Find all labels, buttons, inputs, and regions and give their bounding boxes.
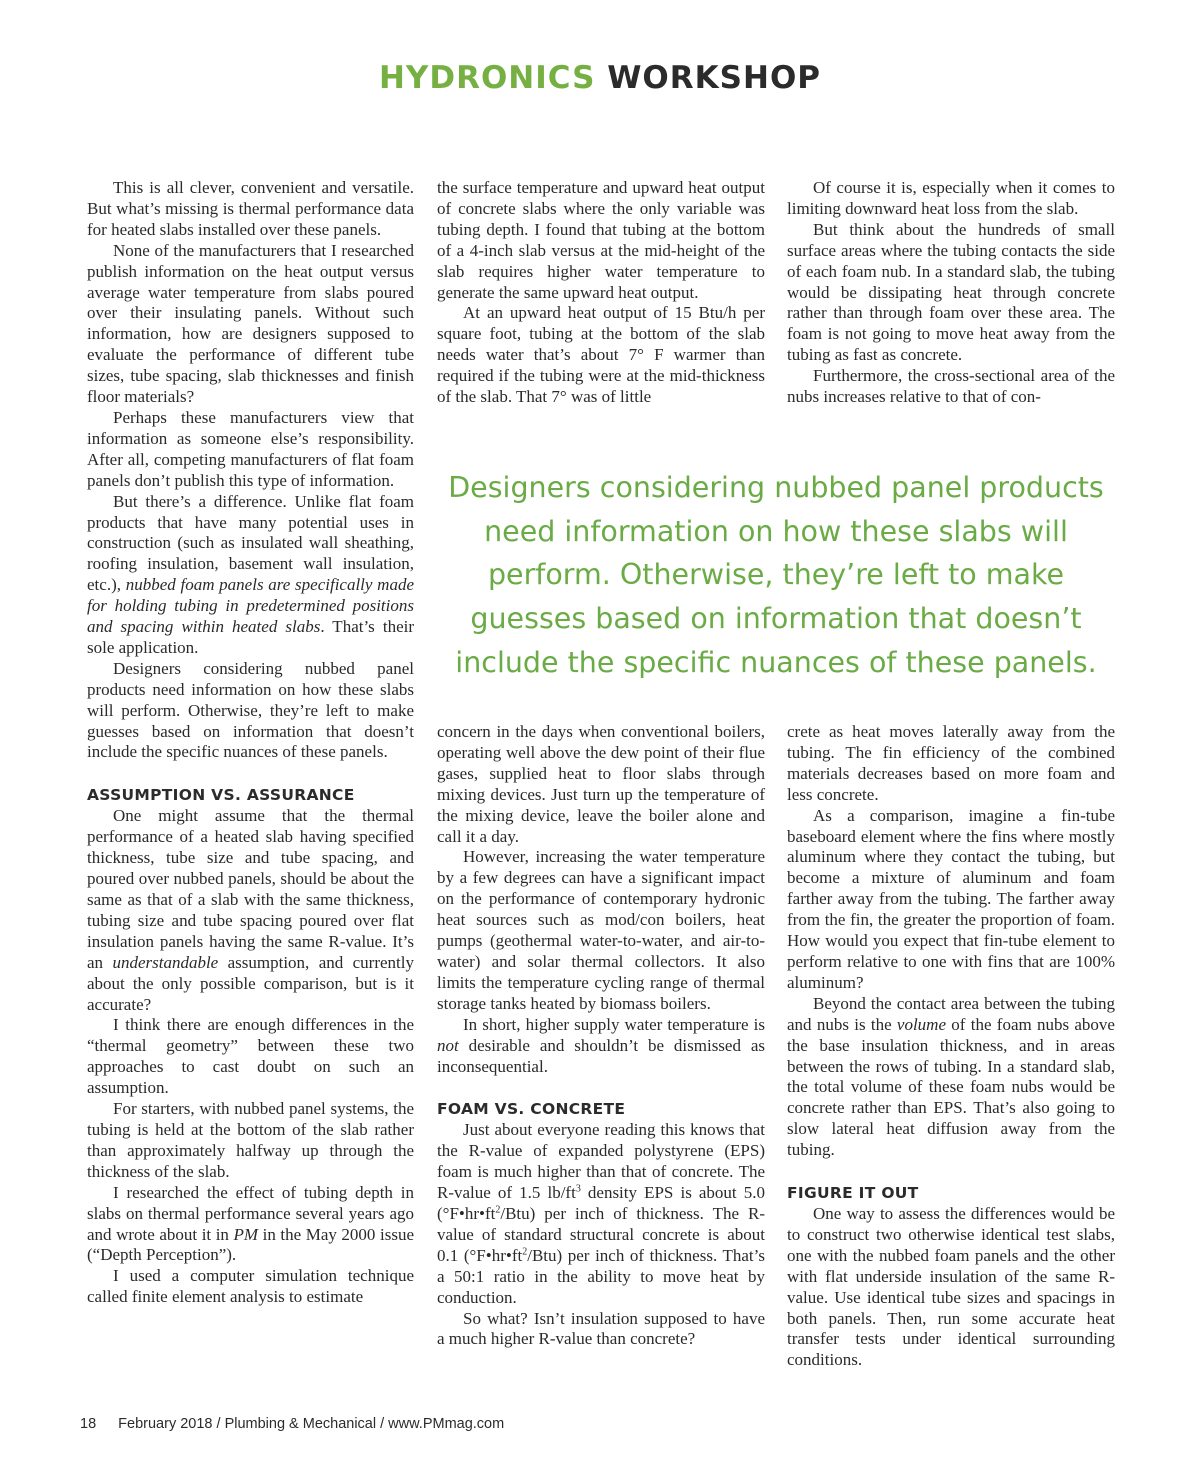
header-workshop: WORKSHOP [607, 60, 822, 96]
paragraph: Designers considering nubbed panel products need information on how these slabs will perform. Otherwise, they’re left to make guesses based on information that doesn’t include the specific nuances of these panels. [87, 658, 414, 762]
pull-quote-line: Designers considering nubbed panel products [448, 471, 1104, 504]
paragraph: This is all clever, convenient and versatile. But what’s missing is thermal performance data for heated slabs installed over these panels. [87, 178, 414, 239]
paragraph: As a comparison, imagine a fin-tube baseboard element where the fins where mostly aluminum where they contact the tubing, but become a mixture of aluminum and foam farther away from the tubing. The farther away from the fin, the greater the proportion of foam. How would you expect that fin-tube element to perform relative to one with fins that are 100% aluminum? [787, 805, 1115, 992]
subheading-figure: FIGURE IT OUT [787, 1184, 919, 1203]
column-middle-bottom [437, 722, 765, 1350]
column-left [87, 178, 414, 1308]
paragraph: But think about the hundreds of small surface areas where the tubing contacts the side of each foam nub. In a standard slab, the tubing would be dissipating heat through concrete rather than through foam over these area. The foam is not going to move heat away from the tubing as fast as concrete. [787, 219, 1115, 365]
paragraph: At an upward heat output of 15 Btu/h per square foot, tubing at the bottom of the slab needs water that’s about 7° F warmer than required if the tubing were at the mid-thickness of the slab. That 7° was of little [437, 303, 765, 407]
paragraph: One might assume that the thermal performance of a heated slab having specified thickness, tube size and tube spacing, and poured over nubbed panels, should be about the same as that of a slab with the same thickness, tubing size and tube spacing poured over flat insulation panels having the same R-value. It’s an understandable assumption, and currently about the only possible comparison, but is it accurate? [87, 806, 414, 1014]
paragraph: However, increasing the water temperature by a few degrees can have a significant impact on the performance of contemporary hydronic heat sources such as mod/con boilers, heat pumps (geothermal water-to-water, and air-to-water) and solar thermal collectors. It also limits the temperature cycling range of thermal storage tanks heated by biomass boilers. [437, 847, 765, 1013]
paragraph: But there’s a difference. Unlike flat foam products that have many potential uses in construction (such as insulated wall sheathing, roofing insulation, basement wall insulation, etc.), nubbed foam panels are specifically made for holding tubing in predetermined positions and spacing within heated slabs. That’s their sole application. [87, 491, 414, 657]
paragraph: For starters, with nubbed panel systems, the tubing is held at the bottom of the slab rather than approximately halfway up through the thickness of the slab. [87, 1099, 414, 1181]
paragraph: Perhaps these manufacturers view that information as someone else’s responsibility. After all, competing manufacturers of flat foam panels don’t publish this type of information. [87, 407, 414, 490]
header-hydronics: HYDRONICS [378, 60, 596, 96]
paragraph: So what? Isn’t insulation supposed to have a much higher R-value than concrete? [437, 1308, 765, 1349]
paragraph: the surface temperature and upward heat output of concrete slabs where the only variable was tubing depth. I found that tubing at the bottom of a 4-inch slab versus at the mid-height of the slab requires higher water temperature to generate the same upward heat output. [437, 178, 765, 302]
paragraph: In short, higher supply water temperature is not desirable and shouldn’t be dismissed as inconsequential. [437, 1014, 765, 1076]
pull-quote-line: perform. Otherwise, they’re left to make [487, 558, 1065, 592]
paragraph: One way to assess the differences would be to construct two otherwise identical test slabs, one with the nubbed foam panels and the other with flat underside insulation of the same R-value. Use identical tube sizes and spacings in both panels. Then, run some accurate heat transfer tests under identical surrounding conditions. [787, 1204, 1115, 1370]
page-number: 18 [80, 1416, 97, 1432]
pull-quote-line: need information on how these slabs will [484, 514, 1068, 548]
paragraph: concern in the days when conventional boilers, operating well above the dew point of their flue gases, supplied heat to floor slabs through mixing devices. Just turn up the temperature of the mixing device, leave the boiler alone and call it a day. [437, 722, 765, 846]
paragraph: Of course it is, especially when it comes to limiting downward heat loss from the slab. [787, 178, 1115, 218]
pull-quote-line: guesses based on information that doesn’t [470, 602, 1082, 636]
paragraph: None of the manufacturers that I researched publish information on the heat output versus average water temperature from slabs poured over their insulating panels. Without such information, how are designers supposed to evaluate the performance of different tube sizes, tube spacing, slab thicknesses and finish floor materials? [87, 240, 414, 407]
subheading-foam: FOAM VS. CONCRETE [437, 1100, 626, 1119]
pull-quote [432, 466, 1120, 685]
column-middle-top [437, 178, 765, 408]
section-header [0, 60, 1200, 96]
paragraph: I researched the effect of tubing depth in slabs on thermal performance several years ago and wrote about it in PM in the May 2000 issue (“Depth Perception”). [87, 1182, 414, 1265]
column-right-top [787, 178, 1115, 408]
footer-publication: February 2018 / Plumbing & Mechanical / www.PMmag.com [118, 1416, 505, 1432]
paragraph: crete as heat moves laterally away from the tubing. The fin efficiency of the combined materials decreases based on more foam and less concrete. [787, 722, 1115, 804]
paragraph: Furthermore, the cross-sectional area of the nubs increases relative to that of con- [787, 366, 1115, 407]
pull-quote-line: include the specific nuances of these panels. [455, 645, 1097, 679]
paragraph: I used a computer simulation technique called finite element analysis to estimate [87, 1266, 414, 1307]
paragraph: I think there are enough differences in the “thermal geometry” between these two approaches to cast doubt on such an assumption. [87, 1015, 414, 1098]
subheading-assumption: ASSUMPTION VS. ASSURANCE [87, 786, 355, 805]
paragraph: Beyond the contact area between the tubing and nubs is the volume of the foam nubs above the base insulation thickness, and in areas between the rows of tubing. In a standard slab, the total volume of these foam nubs would be concrete rather than EPS. That’s also going to slow lateral heat diffusion away from the tubing. [787, 993, 1115, 1160]
paragraph: Just about everyone reading this knows that the R-value of expanded polystyrene (EPS) foam is much higher than that of concrete. The R-value of 1.5 $lb/ft^3$ density EPS is about 5.0 $(^\circ F•hr•ft^2/Btu)$ per inch of thickness. The R-value of standard structural concrete is about 0.1 $(^\circ F•hr•ft^2/Btu)$ per inch of thickness. That’s a 50:1 ratio in the ability to move heat by conduction. [437, 1120, 765, 1307]
column-right-bottom [787, 722, 1115, 1371]
page-footer [80, 1416, 504, 1432]
